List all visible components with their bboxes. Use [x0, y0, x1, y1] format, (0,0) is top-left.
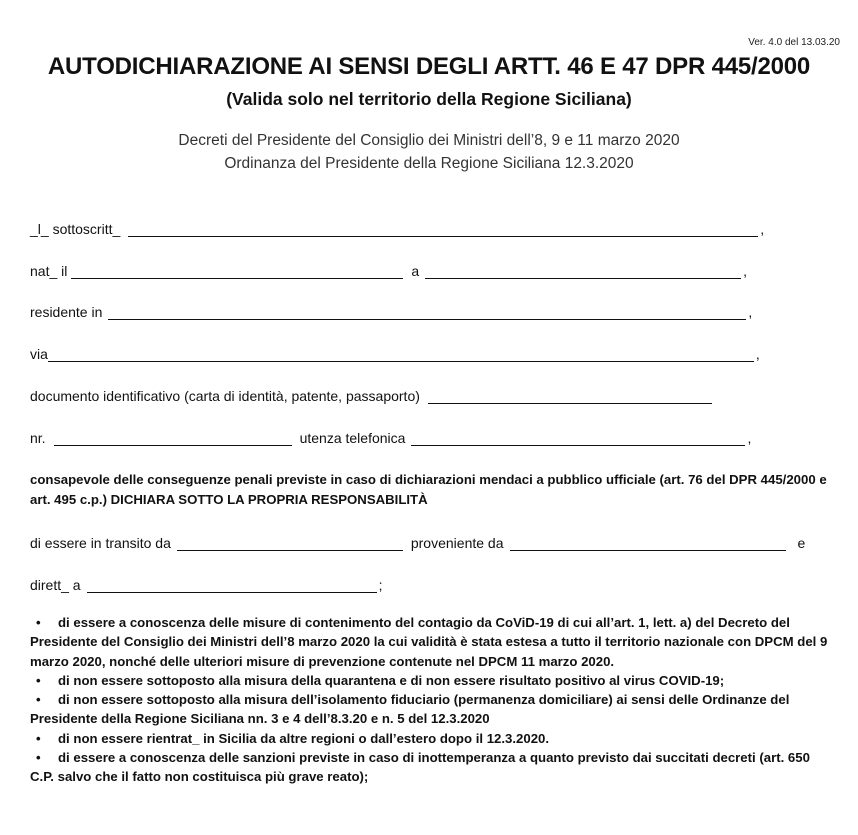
origin-label: proveniente da [410, 535, 504, 551]
comma: , [748, 304, 753, 320]
transit-from-field[interactable] [177, 534, 403, 551]
list-item: • di non essere sottoposto alla misura dell’isolamento fiduciario (permanenza domiciliare) ai sensi delle Ordinanze del Presidente della Regione Siciliana nn. 3 e 4 dell’8.3.20 e n. 5 del 12.3.2020 [30, 692, 790, 727]
decree-line-2: Ordinanza del Presidente della Regione Siciliana 12.3.2020 [224, 155, 634, 172]
birth-date-field[interactable] [71, 262, 403, 279]
and-label: e [797, 535, 806, 551]
direction-row [30, 576, 382, 593]
born-at-label: a [411, 263, 420, 279]
bullet-icon: • [36, 615, 41, 630]
bullet-icon: • [36, 730, 41, 746]
document-row [30, 387, 714, 404]
residence-label: residente in [30, 304, 103, 320]
document-title: AUTODICHIARAZIONE AI SENSI DEGLI ARTT. 46 E 47 DPR 445/2000 [47, 53, 811, 80]
birth-place-field[interactable] [425, 262, 741, 279]
phone-label: utenza telefonica [299, 430, 406, 446]
signer-name-field[interactable] [128, 220, 758, 237]
number-label: nr. [30, 430, 46, 446]
direction-label: dirett_ a [30, 577, 81, 593]
origin-field[interactable] [510, 534, 786, 551]
list-item: • di non essere rientrat_ in Sicilia da altre regioni o dall’estero dopo il 12.3.2020. [30, 729, 830, 748]
semicolon: ; [378, 577, 383, 593]
residence-field[interactable] [108, 303, 746, 320]
document-field[interactable] [428, 387, 712, 404]
born-label: nat_ il [30, 263, 68, 279]
street-row [30, 345, 760, 362]
decree-line-1: Decreti del Presidente del Consiglio dei Ministri dell’8, 9 e 11 marzo 2020 [178, 132, 680, 149]
transit-label: di essere in transito da [30, 535, 171, 551]
document-subtitle: (Valida solo nel territorio della Regione Siciliana) [226, 89, 632, 109]
declaration-paragraph: consapevole delle conseguenze penali previste in caso di dichiarazioni mendaci a pubblico ufficiale (art. 76 del DPR 445/2000 e art. 495 c.p.) DICHIARA SOTTO LA PROPRIA RESPONSABILITÀ [30, 472, 827, 507]
number-phone-row [30, 429, 751, 446]
comma: , [760, 221, 765, 237]
list-item: • di essere a conoscenza delle misure di contenimento del contagio da CoViD-19 di cui all’art. 1, lett. a) del Decreto del Presidente del Consiglio dei Ministri dell’8 marzo 2020 la cui validità è stata estesa a tutto il territorio nazionale con DPCM del 9 marzo 2020, nonché delle ulteriori misure di prevenzione contenute nel DPCM 11 marzo 2020. [30, 615, 828, 669]
bullet-icon: • [36, 750, 41, 766]
signer-row [30, 220, 764, 237]
document-label: documento identificativo (carta di identità, patente, passaporto) [30, 388, 420, 404]
street-field[interactable] [48, 345, 754, 362]
declaration-bullets [30, 613, 830, 787]
bullet-icon: • [36, 692, 41, 708]
direction-field[interactable] [87, 576, 377, 593]
street-label: via [30, 346, 48, 362]
birth-row [30, 262, 747, 279]
list-item: • di essere a conoscenza delle sanzioni previste in caso di inottemperanza a quanto previsto dai succitati decreti (art. 650 C.P. salvo che il fatto non costituisca più grave reato); [30, 750, 810, 785]
bullet-icon: • [36, 672, 41, 688]
version-label: Ver. 4.0 del 13.03.20 [748, 37, 840, 48]
comma: , [747, 430, 752, 446]
phone-field[interactable] [411, 429, 745, 446]
comma: , [755, 346, 760, 362]
document-number-field[interactable] [54, 429, 292, 446]
signer-label: _l_ sottoscritt_ [30, 221, 121, 237]
comma: , [743, 263, 748, 279]
residence-row [30, 303, 752, 320]
transit-row [30, 534, 805, 551]
list-item: • di non essere sottoposto alla misura della quarantena e di non essere risultato positivo al virus COVID-19; [30, 671, 830, 690]
